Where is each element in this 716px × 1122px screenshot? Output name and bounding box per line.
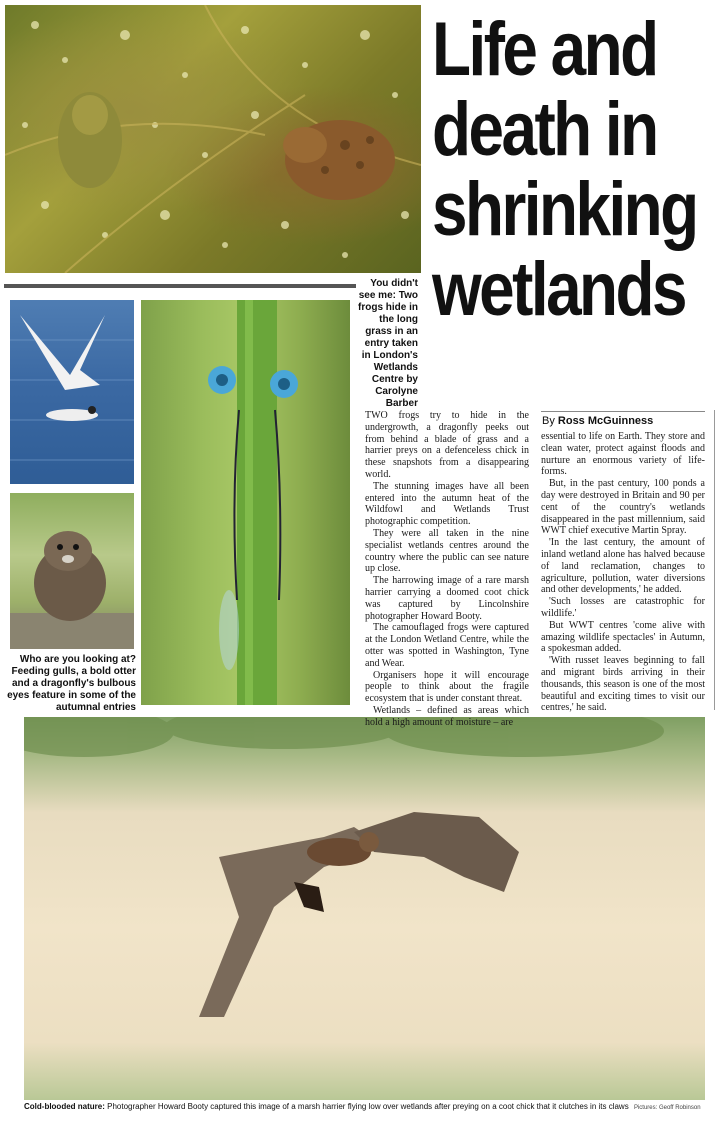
article-paragraph: But, in the past century, 100 ponds a day were destroyed in Britain and 90 per cent of the country's wetlands disappeared in the past millennium, said WWT chief executive Martin Spray. [541,478,705,537]
otter-photo [10,493,134,649]
gulls-photo [10,300,134,484]
article-paragraph: TWO frogs try to hide in the undergrowth, a dragonfly peeks out from behind a blade of grass and a harrier preys on a defenceless chick in these snapshots from a disappearing world. [365,410,529,480]
headline-line-1: Life and [432,7,657,92]
headline-line-2: death in [432,87,657,172]
article-paragraph: Organisers hope it will encourage people to think about the fragile ecosystem that is under constant threat. [365,669,529,705]
frogs-illustration [5,5,421,273]
headline-line-4: wetlands [432,247,686,332]
article-paragraph: 'With russet leaves beginning to fall and migrant birds arriving in their thousands, this season is one of the most beautiful and exciting times to visit our centres,' he said. [541,655,705,714]
marsh-harrier-illustration [24,717,705,1100]
frogs-caption: You didn't see me: Two frogs hide in the long grass in an entry taken in London's Wetlands Centre by Carolyne Barber [358,278,418,409]
article-paragraph: Wetlands – defined as areas which hold a high amount of moisture – are [365,704,529,728]
article-column-1 [365,410,529,729]
article-paragraph: 'Such losses are catastrophic for wildlife.' [541,596,705,619]
dragonfly-photo [141,300,350,705]
harrier-caption [24,1101,714,1114]
article-paragraph: They were all taken in the nine specialist wetlands centres around the country where the public can see nature up close. [365,527,529,575]
harrier-caption-text: Photographer Howard Booty captured this image of a marsh harrier flying low over wetlands after preying on a coot chick that it clutches in its claws [107,1102,629,1111]
article-paragraph: The stunning images have all been entered into the autumn heat of the Wildfowl and Wetlands Trust photographic competition. [365,480,529,528]
article-paragraph: essential to life on Earth. They store and clean water, protect against floods and nurture an enormous variety of life-forms. [541,431,705,478]
byline-rule [541,411,705,412]
headline-line-3: shrinking [432,167,697,252]
gulls-illustration [10,300,134,484]
harrier-caption-lead: Cold-blooded nature: [24,1102,105,1111]
dragonfly-illustration [141,300,350,705]
frogs-photo [5,5,421,273]
column-rule [714,410,715,710]
headline [432,7,697,332]
photo-credit: Pictures: Geoff Robinson [633,1105,701,1111]
divider-rule [4,284,356,288]
marsh-harrier-photo [24,717,705,1100]
article-column-2 [541,431,705,714]
otter-illustration [10,493,134,649]
article-paragraph: 'In the last century, the amount of inland wetland alone has halved because of land reclamation, changes to agriculture, pollution, water diversions and other developments,' he added. [541,537,705,596]
article-paragraph: The harrowing image of a rare marsh harrier carrying a doomed coot chick was captured by Lincolnshire photographer Howard Booty. [365,575,529,622]
article-paragraph: But WWT centres 'come alive with amazing wildlife spectacles' in Autumn, a spokesman added. [541,619,705,655]
byline-prefix: By [542,415,555,427]
article-paragraph: The camouflaged frogs were captured at the London Wetland Centre, while the otter was spotted in Washington, Tyne and Wear. [365,622,529,669]
byline [542,414,707,428]
otter-caption: Who are you looking at? Feeding gulls, a bold otter and a dragonfly's bulbous eyes feature in some of the autumnal entries [7,654,136,713]
byline-author: Ross McGuinness [557,415,654,427]
